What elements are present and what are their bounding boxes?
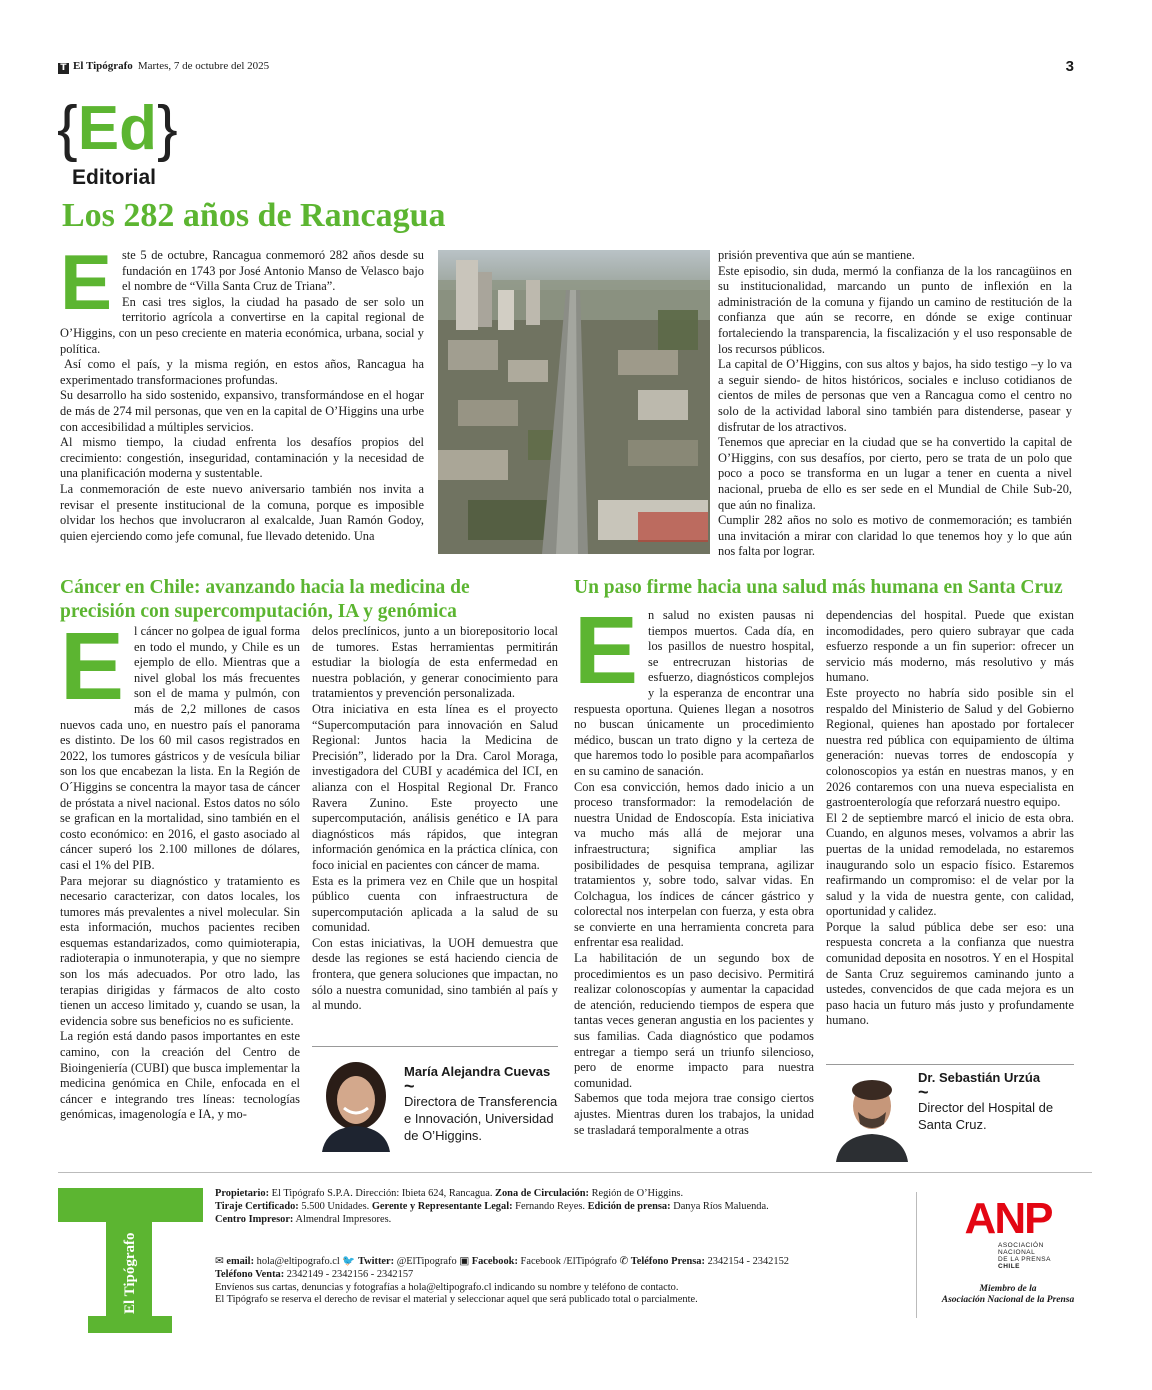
health-author-tilde: ~ [918,1082,929,1102]
phone-sales: 2342149 - 2342156 - 2342157 [286,1268,414,1280]
member-line: Miembro de la [979,1284,1037,1294]
printer-label: Centro Impresor: [215,1213,294,1225]
health-author-role: Director del Hospital de Santa Cruz. [918,1100,1054,1132]
email-link[interactable]: hola@eltipografo.cl [256,1256,340,1267]
owner-label: Propietario: [215,1188,270,1199]
footer-note: Envíenos sus cartas, denuncias y fotografías a hola@eltipografo.cl indicando su nombre y teléfono de contacto. [215,1281,679,1293]
editorial-title: Los 282 años de Rancagua [62,197,446,234]
footer-contact [215,1256,905,1307]
page-number: 3 [1065,58,1074,75]
editorial-paragraph: Al mismo tiempo, la ciudad enfrenta los desafíos propios del crecimiento: congestión, inseguridad, contaminación y la necesidad de una planificación moderna y sustentable. [60,435,424,481]
divider [826,1064,1074,1065]
email-icon: ✉ [215,1256,224,1267]
cancer-author-name: María Alejandra Cuevas [404,1064,551,1079]
cancer-author-signature [312,1058,562,1154]
cancer-column-2 [312,624,558,1040]
footer-vertical-divider [916,1192,917,1318]
manager: Fernando Reyes. [515,1200,586,1212]
editorial-dropcap: E [60,238,113,326]
footer-logo-icon [58,1188,203,1333]
editorial-paragraph: Así como el país, y la misma región, en estos años, Rancagua ha experimentado transformaciones profundas. [60,357,424,387]
circulation: Región de O’Higgins. [591,1188,684,1199]
circulation-label: Zona de Circulación: [495,1188,589,1199]
issue-date: Martes, 7 de octubre del 2025 [137,60,270,72]
footer-logo-brand: El Tipógrafo [122,1232,138,1314]
footer-divider [58,1172,1092,1173]
health-paragraph: dependencias del hospital. Puede que existan incomodidades, pero quiero subrayar que cada esfuerzo responde a un fin superior: ofrecer un servicio más moderno, más resolutivo y más humano. [826,608,1074,685]
twitter-icon: 🐦 [342,1256,356,1267]
brace-open: { [57,94,78,163]
cancer-author-tilde: ~ [404,1076,415,1096]
manager-label: Gerente y Representante Legal: [371,1200,513,1212]
anp-badge [938,1180,1078,1320]
cancer-paragraph: Con estas iniciativas, la UOH demuestra que desde las regiones se está haciendo ciencia de frontera, que genera soluciones que impactan, no sólo a nuestra comunidad, sino también al país y al mundo. [312,935,558,1013]
phone-icon: ✆ [619,1256,629,1267]
rancagua-aerial-photo [438,250,710,554]
health-paragraph: Porque la salud pública debe ser eso: una respuesta concreta a la confianza que nuestra comunidad deposita en nosotros. Y en el Hospital de Santa Cruz seguiremos caminando junto a ustedes, convencidos de que cada mejora es un paso hacia un futuro más justo y profundamente humano. [826,919,1074,1028]
cancer-paragraph: Otra iniciativa en esta línea es el proyecto “Supercomputación para innovación en Salud Regional: Juntos hacia la Medicina de Precisión”, liderado por la Dra. Carol Moraga, investigadora del CUBI y académica del ICI, en alianza con el Hospital Regional Dr. Franco Ravera Zunino. Este proyecto une supercomputación, análisis genético e IA para diagnósticos más rápidos, que integran información genómica en la práctica clínica, con foco inicial en pacientes con cáncer de mama. [312,701,558,872]
cancer-paragraph: delos preclínicos, junto a un biorepositorio local de tumores. Estas herramientas permitirán estudiar la biología de esta enfermedad en nuestra población, y generar conocimiento para tratamientos y prevención personalizada. [312,624,558,701]
masthead-logo-icon: T [58,63,69,74]
member-line: Asociación Nacional de la Prensa [941,1295,1075,1305]
editorial-paragraph: En casi tres siglos, la ciudad ha pasado de ser solo un territorio agrícola a convertirse en la capital regional de O’Higgins, con un peso creciente en materia económica, urbana, social y política. [60,294,424,356]
page-header [58,60,1074,78]
health-paragraph: La habilitación de un segundo box de procedimientos es un paso decisivo. Permitirá realizar colonoscopías y aumentar la capacidad de atención, reduciendo tiempos de espera que tantas veces generan angustia en los pacientes y sus familias. Cada diagnóstico que podamos entregar a tiempo será un triunfo silencioso, pero de enorme impacto para nuestra comunidad. [574,951,814,1090]
cancer-paragraph: Para mejorar su diagnóstico y tratamiento es necesario caracterizar, con datos locales, los tumores más prevalentes a nivel molecular. Sin esta información, muchos pacientes reciben esquemas estandarizados, como quimioterapia, radioterapia o inmunoterapia, y que no siempre son los más adecuados. Por otro lado, las terapias dirigidas y fármacos de alto costo tienen un acceso limitado y, cuando se usan, la evidencia sobre sus beneficios no es suficiente. [60,873,300,1028]
facebook-link[interactable]: Facebook /ElTipógrafo [520,1256,617,1267]
editorial-paragraph: Este episodio, sin duda, mermó la confianza de la los rancagüinos en su institucionalidad, marcando un punto de inflexión en la administración de la comuna y fijando un camino de restitución de la confianza que aún se recorre, en dónde se exige continuar fortaleciendo la transparencia, la fiscalización y el uso responsable de los recursos públicos. [718,263,1072,356]
health-paragraph: Este proyecto no habría sido posible sin el respaldo del Ministerio de Salud y del Gobierno Regional, quienes han apostado por fortalecer nuestra red pública con equipamiento de última generación: nuevas torres de endoscopía y colonoscopios ya están en nuestras manos, y en 2026 contaremos con una nueva especialista en gastroenterología que reforzará nuestro equipo. [826,685,1074,810]
section-label: Editorial [72,166,157,189]
health-paragraph: Con esa convicción, hemos dado inicio a un proceso transformador: la remodelación de nuestra Unidad de Endoscopía. Esta iniciativa va mucho más allá de mejorar una infraestructura; significa ampliar las posibilidades de pesquisa temprana, agilizar tratamientos y, sobre todo, salvar vidas. En Colchagua, los índices de cáncer gástrico y colorectal nos interpelan con fuerza, y esta obra se convierte en una herramienta concreta para enfrentar esa realidad. [574,779,814,950]
cancer-dropcap: E [60,613,125,720]
edition: Danya Ríos Maluenda. [673,1200,769,1212]
cancer-paragraph: La región está dando pasos importantes en este camino, con la creación del Centro de Bioingeniería (CUBI) que busca implementar la medicina genómica en Chile, enfocada en el cáncer e integrando tres líneas: tecnologías genómicas, imagenología e IA, y mo- [60,1029,300,1122]
anp-line: DE LA PRENSA [998,1256,1051,1263]
print-run: 5.500 Unidades. [301,1200,370,1212]
author-photo-urzua [832,1072,912,1162]
editorial-column-left [60,238,424,562]
owner: El Tipógrafo S.P.A. Dirección: Ibieta 624, Rancagua. [271,1188,493,1199]
cancer-lead: l cáncer no golpea de igual forma en todo el mundo, y Chile es un ejemplo de ello. Mientras que a nivel global los más frecuentes son el de mama y pulmón, con más de 2,2 millones de casos nuevos cada uno, en nuestro país el panorama es distinto. De los 60 mil casos registrados en 2022, los tumores gástricos y de vesícula biliar son los que encabezan la lista. En la Región de O´Higgins se concentra la mayor tasa de cáncer de próstata a nivel nacional. Estos datos no sólo se grafican en la mortalidad, sino también en el costo económico: en 2016, el gasto asociado al cáncer superó los 2.100 millones de dólares, casi el 1% del PIB. [60,624,300,872]
health-column-2 [826,608,1074,1044]
footer-credits [215,1188,915,1226]
health-author-name: Dr. Sebastián Urzúa [918,1070,1041,1085]
editorial-paragraph: La capital de O’Higgins, con sus altos y bajos, ha sido testigo –y lo va a seguir siendo- de hitos históricos, sociales e incluso cotidianos de cientos de miles de personas que ven a Rancagua como el centro no solo de la actividad laboral sino también para distenderse, pasear y disfrutar de los atractivos. [718,357,1072,434]
section-mark-text: Ed [77,94,157,163]
editorial-lead: ste 5 de octubre, Rancagua conmemoró 282 años desde su fundación en 1743 por José Antonio Manso de Velasco bajo el nombre de “Villa Santa Cruz de Triana”. [122,248,424,294]
editorial-paragraph: La conmemoración de este nuevo aniversario también nos invita a revisar el presente institucional de la comuna, porque es imposible olvidar los hechos que involucraron al exalcalde, Juan Ramón Godoy, quien ejerciendo como jefe comunal, fue llevado detenido. Una [60,481,424,543]
print-run-label: Tiraje Certificado: [215,1200,299,1212]
cancer-column-1 [60,613,300,1158]
phone-sales-label: Teléfono Venta: [215,1268,285,1280]
health-author-signature [826,1070,1076,1162]
anp-logo-icon: ANP [964,1194,1052,1243]
anp-line: CHILE [998,1263,1020,1270]
health-lead: n salud no existen pausas ni tiempos muertos. Cada día, en los pasillos de nuestro hospital, se entrecruzan historias de esfuerzo, diagnósticos complejos y la esperanza de encontrar una respuesta oportuna. Quienes llegan a nosotros no buscan únicamente un procedimiento médico, buscan un trato digno y la certeza de que haremos todo lo posible para acompañarlos en su camino de sanación. [574,608,814,778]
masthead-brand: El Tipógrafo [73,60,133,72]
brace-close: } [156,94,178,163]
anp-member [938,1284,1078,1306]
facebook-label: Facebook: [471,1256,518,1267]
health-article-title: Un paso firme hacia una salud más humana en Santa Cruz [574,577,1063,598]
facebook-icon: ▣ [459,1256,470,1267]
anp-caption [998,1242,1078,1270]
cancer-article-title: Cáncer en Chile: avanzando hacia la medicina de precisión con supercomputación, IA y genómica [60,577,470,622]
section-mark [57,96,178,162]
footer-note: El Tipógrafo se reserva el derecho de revisar el material y seleccionar aquel que será publicado total o parcialmente. [215,1294,698,1306]
phone-press: 2342154 - 2342152 [707,1256,789,1267]
anp-line: NACIONAL [998,1249,1036,1256]
editorial-paragraph: prisión preventiva que aún se mantiene. [718,248,915,262]
health-paragraph: Sabemos que toda mejora trae consigo ciertos ajustes. Mientras duren los trabajos, la unidad se trasladará temporalmente a otras [574,1091,814,1137]
phone-press-label: Teléfono Prensa: [630,1256,705,1267]
email-label: email: [226,1256,255,1267]
twitter-label: Twitter: [357,1256,395,1267]
anp-line: ASOCIACIÓN [998,1242,1044,1249]
cancer-author-role: Directora de Transferencia e Innovación, Universidad de O’Higgins. [404,1094,558,1143]
divider [312,1046,558,1047]
edition-label: Edición de prensa: [587,1200,671,1212]
health-column-1 [574,597,814,1158]
health-paragraph: El 2 de septiembre marcó el inicio de esta obra. Cuando, en algunos meses, volvamos a abrir las puertas de la unidad remodelada, no estaremos inaugurando solo un espacio físico. Estaremos reafirmando un compromiso: el de velar por la salud y la vida de nuestra gente, con calidad, oportunidad y calidez. [826,810,1074,919]
editorial-paragraph: Su desarrollo ha sido sostenido, expansivo, transformándose en el hogar de más de 274 mil personas, que ven en la capital de O’Higgins una urbe con accesibilidad a múltiples servicios. [60,388,424,434]
cancer-paragraph: Esta es la primera vez en Chile que un hospital público cuenta con infraestructura de supercomputación aplicada a la salud de su comunidad. [312,873,558,935]
twitter-link[interactable]: @ElTipografo [396,1256,457,1267]
footer [58,1180,1092,1340]
editorial-paragraph: Cumplir 282 años no solo es motivo de conmemoración; es también una invitación a mirar con claridad lo que tenemos hoy y lo que aún nos falta por lograr. [718,513,1072,559]
editorial-column-right [718,248,1072,562]
author-photo-cuevas [316,1058,396,1152]
printer: Almendral Impresores. [295,1213,392,1225]
editorial-paragraph: Tenemos que apreciar en la ciudad que se ha convertido la capital de O’Higgins, con sus desafíos, por cierto, pero se trata de un polo que poco a poco se transforma en un lugar a tener en cuenta a nivel nacional, prueba de ello es ser sede en el Mundial de Chile Sub-20, que aún no finaliza. [718,435,1072,512]
health-dropcap: E [574,597,639,704]
